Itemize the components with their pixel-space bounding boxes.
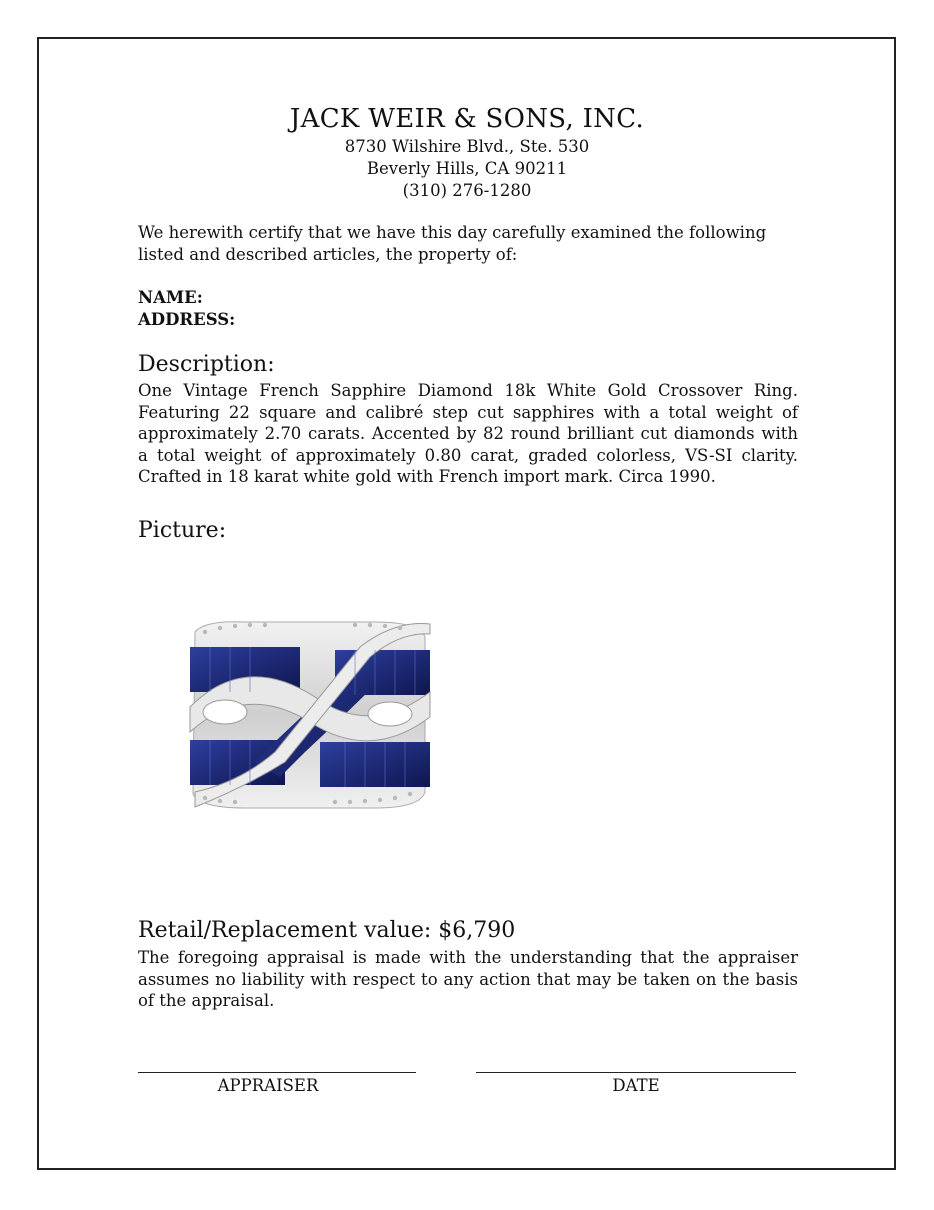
date-signature-line	[476, 1072, 796, 1073]
company-phone: (310) 276-1280	[402, 181, 532, 200]
certification-intro: We herewith certify that we have this day carefully examined the following listed and described articles, the property of:	[138, 223, 767, 264]
company-address-line2: Beverly Hills, CA 90211	[366, 159, 568, 178]
name-label: NAME:	[138, 288, 203, 307]
company-name: JACK WEIR & SONS, INC.	[289, 104, 645, 134]
date-label: DATE	[612, 1076, 660, 1095]
description-text: One Vintage French Sapphire Diamond 18k White Gold Crossover Ring. Featuring 22 square and calibré step cut sapphires with a total weight of approximately 2.70 carats. Accented by 82 round brilliant cut diamonds with a total weight of approximately 0.80 carat, graded colorless, VS-SI clarity. Crafted in 18 karat white gold with French import mark. Circa 1990.	[138, 381, 798, 486]
valuation-heading: Retail/Replacement value: $6,790	[138, 918, 516, 943]
appraiser-label: APPRAISER	[217, 1076, 319, 1095]
ring-photo	[185, 612, 435, 817]
picture-heading: Picture:	[138, 518, 227, 543]
appraiser-signature-line	[138, 1072, 416, 1073]
description-heading: Description:	[138, 352, 275, 377]
address-label: ADDRESS:	[138, 310, 236, 329]
company-address-line1: 8730 Wilshire Blvd., Ste. 530	[344, 137, 590, 156]
appraisal-disclaimer: The foregoing appraisal is made with the understanding that the appraiser assumes no liability with respect to any action that may be taken on the basis of the appraisal.	[138, 948, 798, 1010]
